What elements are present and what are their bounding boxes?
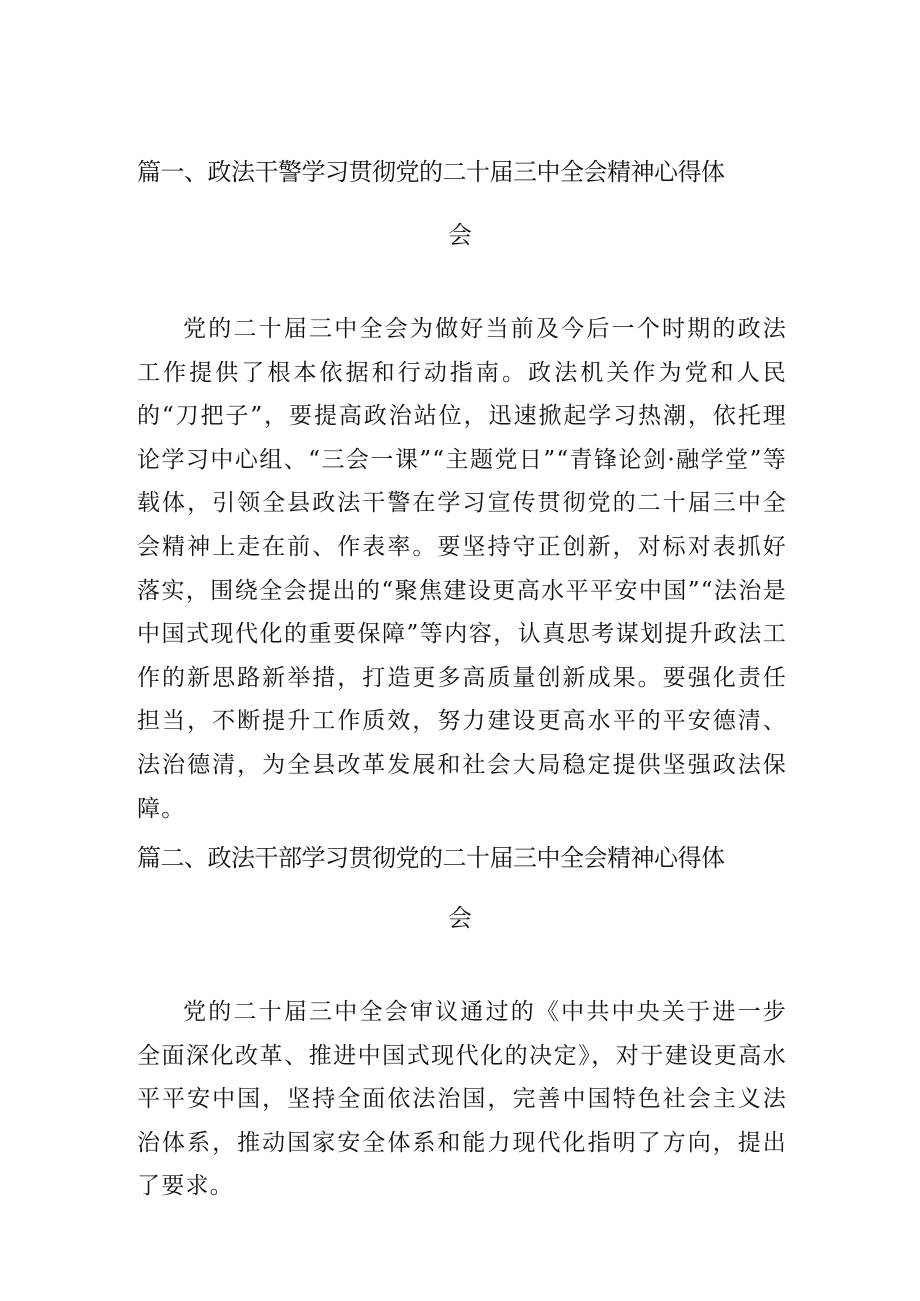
section-2-heading-continuation: 会 <box>448 904 472 932</box>
section-2-paragraph: 党的二十届三中全会审议通过的《中共中央关于进一步全面深化改革、推进中国式现代化的决定》，对于建设更高水平平安中国，坚持全面依法治国，完善中国特色社会主义法治体系，推动国家安全体系和能力现代化指明了方向，提出了要求。 <box>137 999 787 1200</box>
section-2-heading: 篇二、政法干部学习贯彻党的二十届三中全会精神心得体 <box>137 844 725 872</box>
section-1-heading-continuation: 会 <box>448 221 472 249</box>
section-1-paragraph: 党的二十届三中全会为做好当前及今后一个时期的政法工作提供了根本依据和行动指南。政法机关作为党和人民的“刀把子”，要提高政治站位，迅速掀起学习热潮，依托理论学习中心组、“三会一课”“主题党日”“青锋论剑·融学堂”等载体，引领全县政法干警在学习宣传贯彻党的二十届三中全会精神上走在前、作表率。要坚持守正创新，对标对表抓好落实，围绕全会提出的“聚焦建设更高水平平安中国”“法治是中国式现代化的重要保障”等内容，认真思考谋划提升政法工作的新思路新举措，打造更多高质量创新成果。要强化责任担当，不断提升工作质效，努力建设更高水平的平安德清、法治德清，为全县改革发展和社会大局稳定提供坚强政法保障。 <box>137 316 787 822</box>
section-1-heading: 篇一、政法干警学习贯彻党的二十届三中全会精神心得体 <box>137 158 725 186</box>
